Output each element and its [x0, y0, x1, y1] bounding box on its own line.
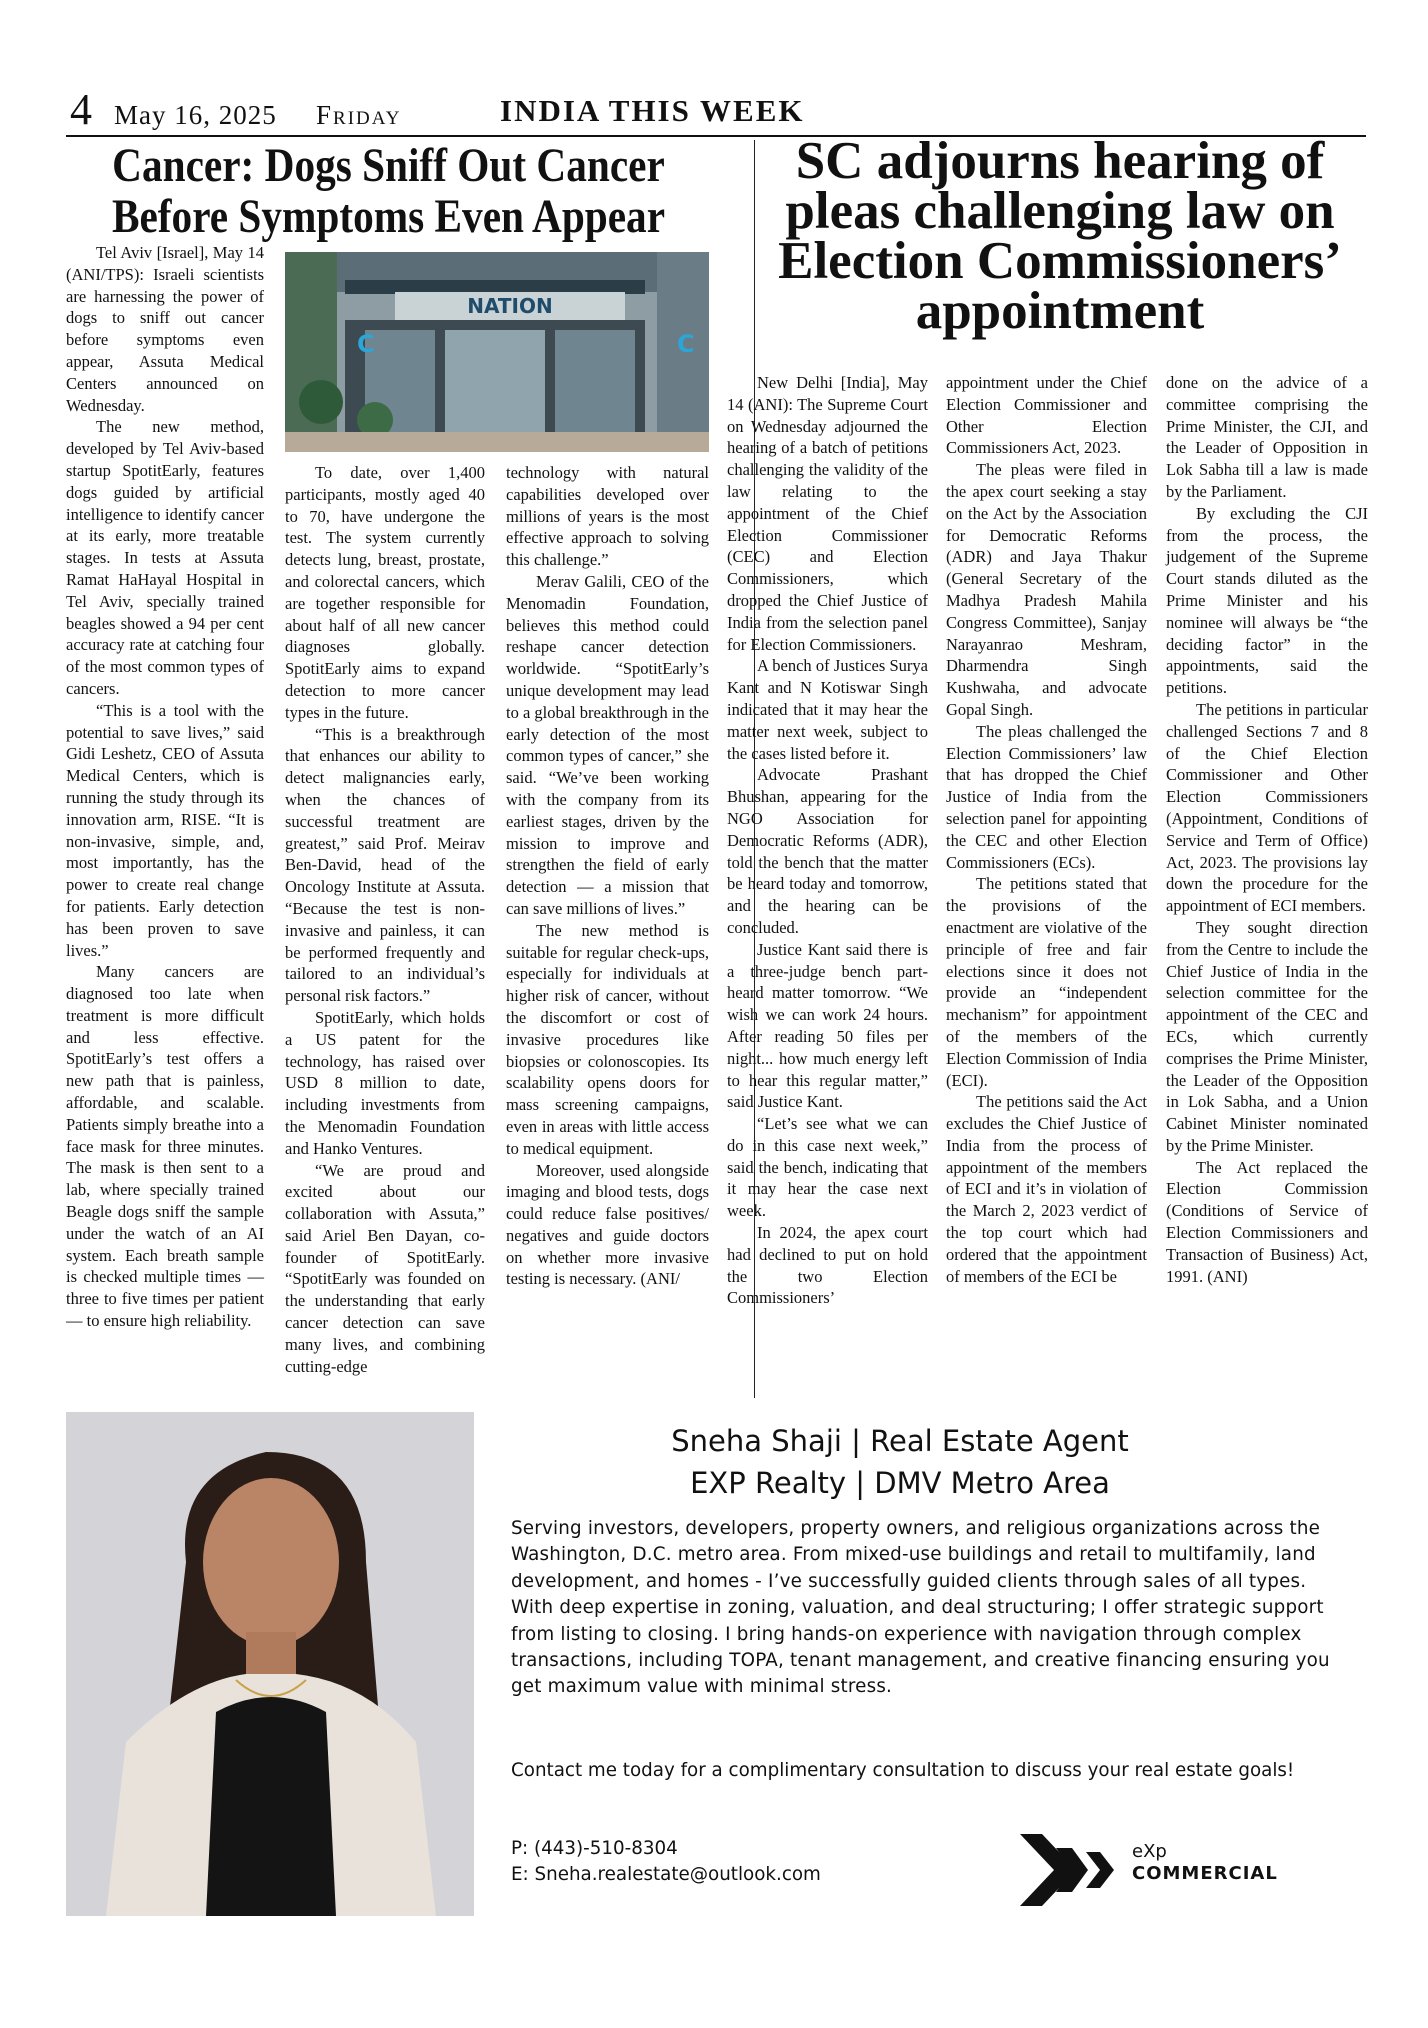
- agent-portrait: [66, 1412, 474, 1916]
- page-number: 4: [70, 85, 92, 134]
- paragraph: The new method, developed by Tel Aviv-based startup SpotitEarly, features dogs guided by artificial intelligence to identify cancer at its early, more treatable stages. In tests at Assuta Ramat HaHayal Hospital in Tel Aviv, specially trained beagles showed a 94 per cent accuracy rate at catching four of the most common types of cancers.: [66, 417, 264, 698]
- paragraph: appointment under the Chief Election Commissioner and Other Election Commissioners Act, 2023.: [946, 373, 1147, 458]
- section-title: INDIA THIS WEEK: [500, 93, 805, 128]
- issue-date: May 16, 2025: [114, 100, 277, 130]
- clinic-entrance-illustration: [285, 252, 709, 452]
- paragraph: They sought direction from the Centre to include the Chief Justice of India in the selection committee for the appointment of the CEC and ECs, which currently comprises the Prime Minister, the Leader of the Opposition in Lok Sabha, and a Union Cabinet Minister nominated by the Prime Minister.: [1166, 917, 1368, 1155]
- paragraph: done on the advice of a committee comprising the Prime Minister, the CJI, and the Leader of Opposition in Lok Sabha till a law is made by the Parliament.: [1166, 373, 1368, 501]
- paragraph: To date, over 1,400 participants, mostly aged 40 to 70, have undergone the test. The system currently detects lung, breast, prostate, and colorectal cancers, which are together responsible for about half of all new cancer diagnoses globally. SpotitEarly aims to expand detection to more cancer types in the future.: [285, 463, 485, 722]
- advert-body: Serving investors, developers, property owners, and religious organizations across the Washington, D.C. metro area. From mixed-use buildings and retail to multifamily, land development, and homes - I’ve successfully guided clients through sales of all types. With deep expertise in zoning, valuation, and deal structuring; I offer strategic support from listing to closing. I bring hands-on experience with navigation through complex transactions, including TOPA, tenant management, and creative financing ensuring you get maximum value with minimal stress.: [511, 1518, 1330, 1698]
- issue-day: Friday: [316, 100, 402, 130]
- clinic-photo: [285, 252, 709, 452]
- paragraph: “Let’s see what we can do in this case next week,” said the bench, indicating that it may hear the case next week.: [727, 1114, 928, 1221]
- paragraph: The pleas challenged the Election Commissioners’ law that has dropped the Chief Justice of India from the selection panel for appointing the CEC and other Election Commissioners (ECs).: [946, 721, 1147, 872]
- paragraph: In 2024, the apex court had declined to put on hold the two Election Commissioners’: [727, 1223, 928, 1308]
- paragraph: Tel Aviv [Israel], May 14 (ANI/TPS): Israeli scientists are harnessing the power of dogs to sniff out cancer before symptoms even appear, Assuta Medical Centers announced on Wednesday.: [66, 243, 264, 415]
- article2-headline: SC adjourns hearing of pleas challenging law on Election Commissioners’ appointment: [778, 132, 1342, 340]
- paragraph: The petitions in particular challenged Sections 7 and 8 of the Chief Election Commissioner and Other Election Commissioners (Appointment, Conditions of Service and Term of Office) Act, 2023. The provisions lay down the procedure for the appointment of ECI members.: [1166, 699, 1368, 916]
- logo-letter-right: C: [677, 330, 695, 358]
- paragraph: technology with natural capabilities developed over millions of years is the most effective approach to solving this challenge.”: [506, 463, 709, 570]
- portrait-illustration: [66, 1412, 474, 1916]
- advert-email: E: Sneha.realestate@outlook.com: [511, 1864, 821, 1885]
- article1-column-1: [66, 242, 264, 1332]
- paragraph: The pleas were filed in the apex court seeking a stay on the Act by the Association for Democratic Reforms (ADR) and Jaya Thakur (General Secretary of the Madhya Pradesh Mahila Congress Committee), Sanjay Narayanrao Meshram, Dharmendra Singh Kushwaha, and advocate Gopal Singh.: [946, 460, 1147, 719]
- logo-text-commercial: COMMERCIAL: [1132, 1863, 1278, 1884]
- paragraph: A bench of Justices Surya Kant and N Kotiswar Singh indicated that it may hear the matter next week, subject to the cases listed before it.: [727, 656, 928, 763]
- article2-column-3: [1166, 372, 1368, 1287]
- paragraph: The petitions said the Act excludes the Chief Justice of India from the process of appointment of the members of ECI and it’s in violation of the March 2, 2023 verdict of the top court which had ordered that the appointment of members of the ECI be: [946, 1092, 1147, 1286]
- advert-header: [640, 1420, 1160, 1504]
- paragraph: By excluding the CJI from the process, the judgement of the Supreme Court stands diluted as the Prime Minister and his nominee will always be “the deciding factor” in the appointments, said the petitions.: [1166, 503, 1368, 698]
- exp-x-logo-icon: [1016, 1830, 1126, 1910]
- paragraph: “This is a tool with the potential to save lives,” said Gidi Leshetz, CEO of Assuta Medical Centers, which is running the study through its innovation arm, RISE. “It is non-invasive, simple, and, most importantly, has the power to create real change for patients. Early detection has been proven to save lives.”: [66, 700, 264, 960]
- paragraph: The Act replaced the Election Commission (Conditions of Service of Election Commissioners and Transaction of Business) Act, 1991. (ANI): [1166, 1157, 1368, 1286]
- advert-phone: P: (443)-510-8304: [511, 1838, 678, 1859]
- paragraph: New Delhi [India], May 14 (ANI): The Supreme Court on Wednesday adjourned the hearing of a batch of petitions challenging the validity of the law relating to the appointment of the Chief Election Commissioner (CEC) and Election Commissioners, which dropped the Chief Justice of India from the selection panel for Election Commissioners.: [727, 373, 928, 654]
- agent-company-line: EXP Realty | DMV Metro Area: [690, 1466, 1110, 1500]
- paragraph: “This is a breakthrough that enhances our ability to detect malignancies early, when the chances of successful treatment are greatest,” said Prof. Meirav Ben-David, head of the Oncology Institute at Assuta. “Because the test is non-invasive and painless, it can be performed frequently and tailored to an individual’s personal risk factors.”: [285, 724, 485, 1006]
- paragraph: Many cancers are diagnosed too late when treatment is more difficult and less effective. SpotitEarly’s test offers a new path that is painless, affordable, and scalable. Patients simply breathe into a face mask for three minutes. The mask is then sent to a lab, where specially trained Beagle dogs sniff the sample under the watch of an AI system. Each breath sample is checked multiple times — three to five times per patient — to ensure high reliability.: [66, 962, 264, 1331]
- agent-name-line: Sneha Shaji | Real Estate Agent: [671, 1424, 1129, 1458]
- paragraph: Justice Kant said there is a three-judge bench part-heard matter tomorrow. “We wish we can work 24 hours. After reading 50 files per night... how much energy left to hear this regular matter,” said Justice Kant.: [727, 939, 928, 1112]
- paragraph: “We are proud and excited about our collaboration with Assuta,” said Ariel Ben Dayan, co-founder of SpotitEarly. “SpotitEarly was founded on the understanding that early cancer detection can save many lives, and combining cutting-edge: [285, 1160, 485, 1376]
- building-sign: NATION: [467, 294, 553, 318]
- article1-column-3: [506, 462, 709, 1290]
- article2-column-2: [946, 372, 1147, 1287]
- article1-column-2: [285, 462, 485, 1377]
- article2-column-1: [727, 372, 928, 1309]
- paragraph: Merav Galili, CEO of the Menomadin Foundation, believes this method could reshape cancer detection worldwide. “SpotitEarly’s unique development may lead to a global breakthrough in the early detection of the most common types of cancer,” she said. “We’ve been working with the company from its earliest stages, driven by the mission to improve and strengthen the field of early detection — a mission that can save millions of lives.”: [506, 571, 709, 918]
- paragraph: The petitions stated that the provisions of the enactment are violative of the principle of free and fair elections since it does not provide an “independent mechanism” for appointment of the members of the Election Commission of India (ECI).: [946, 874, 1147, 1090]
- paragraph: SpotitEarly, which holds a US patent for the technology, has raised over USD 8 million to date, including investments from the Menomadin Foundation and Hanko Ventures.: [285, 1007, 485, 1158]
- advert-contact-text: Contact me today for a complimentary consultation to discuss your real estate goals!: [511, 1760, 1295, 1781]
- article1-headline: Cancer: Dogs Sniff Out Cancer Before Symptoms Even Appear: [111, 139, 666, 243]
- logo-letter-left: C: [357, 330, 375, 358]
- logo-text-exp: eXp: [1132, 1841, 1167, 1862]
- paragraph: Advocate Prashant Bhushan, appearing for the NGO Association for Democratic Reforms (ADR), told the bench that the matter be heard today and tomorrow, and the hearing can be concluded.: [727, 765, 928, 937]
- paragraph: Moreover, used alongside imaging and blood tests, dogs could reduce false positives/ negatives and guide doctors on whether more invasive testing is necessary. (ANI/: [506, 1160, 709, 1289]
- paragraph: The new method is suitable for regular check-ups, especially for individuals at higher risk of cancer, without the discomfort or cost of invasive procedures like biopsies or colonoscopies. Its scalability opens doors for mass screening campaigns, even in areas with little access to medical equipment.: [506, 920, 709, 1158]
